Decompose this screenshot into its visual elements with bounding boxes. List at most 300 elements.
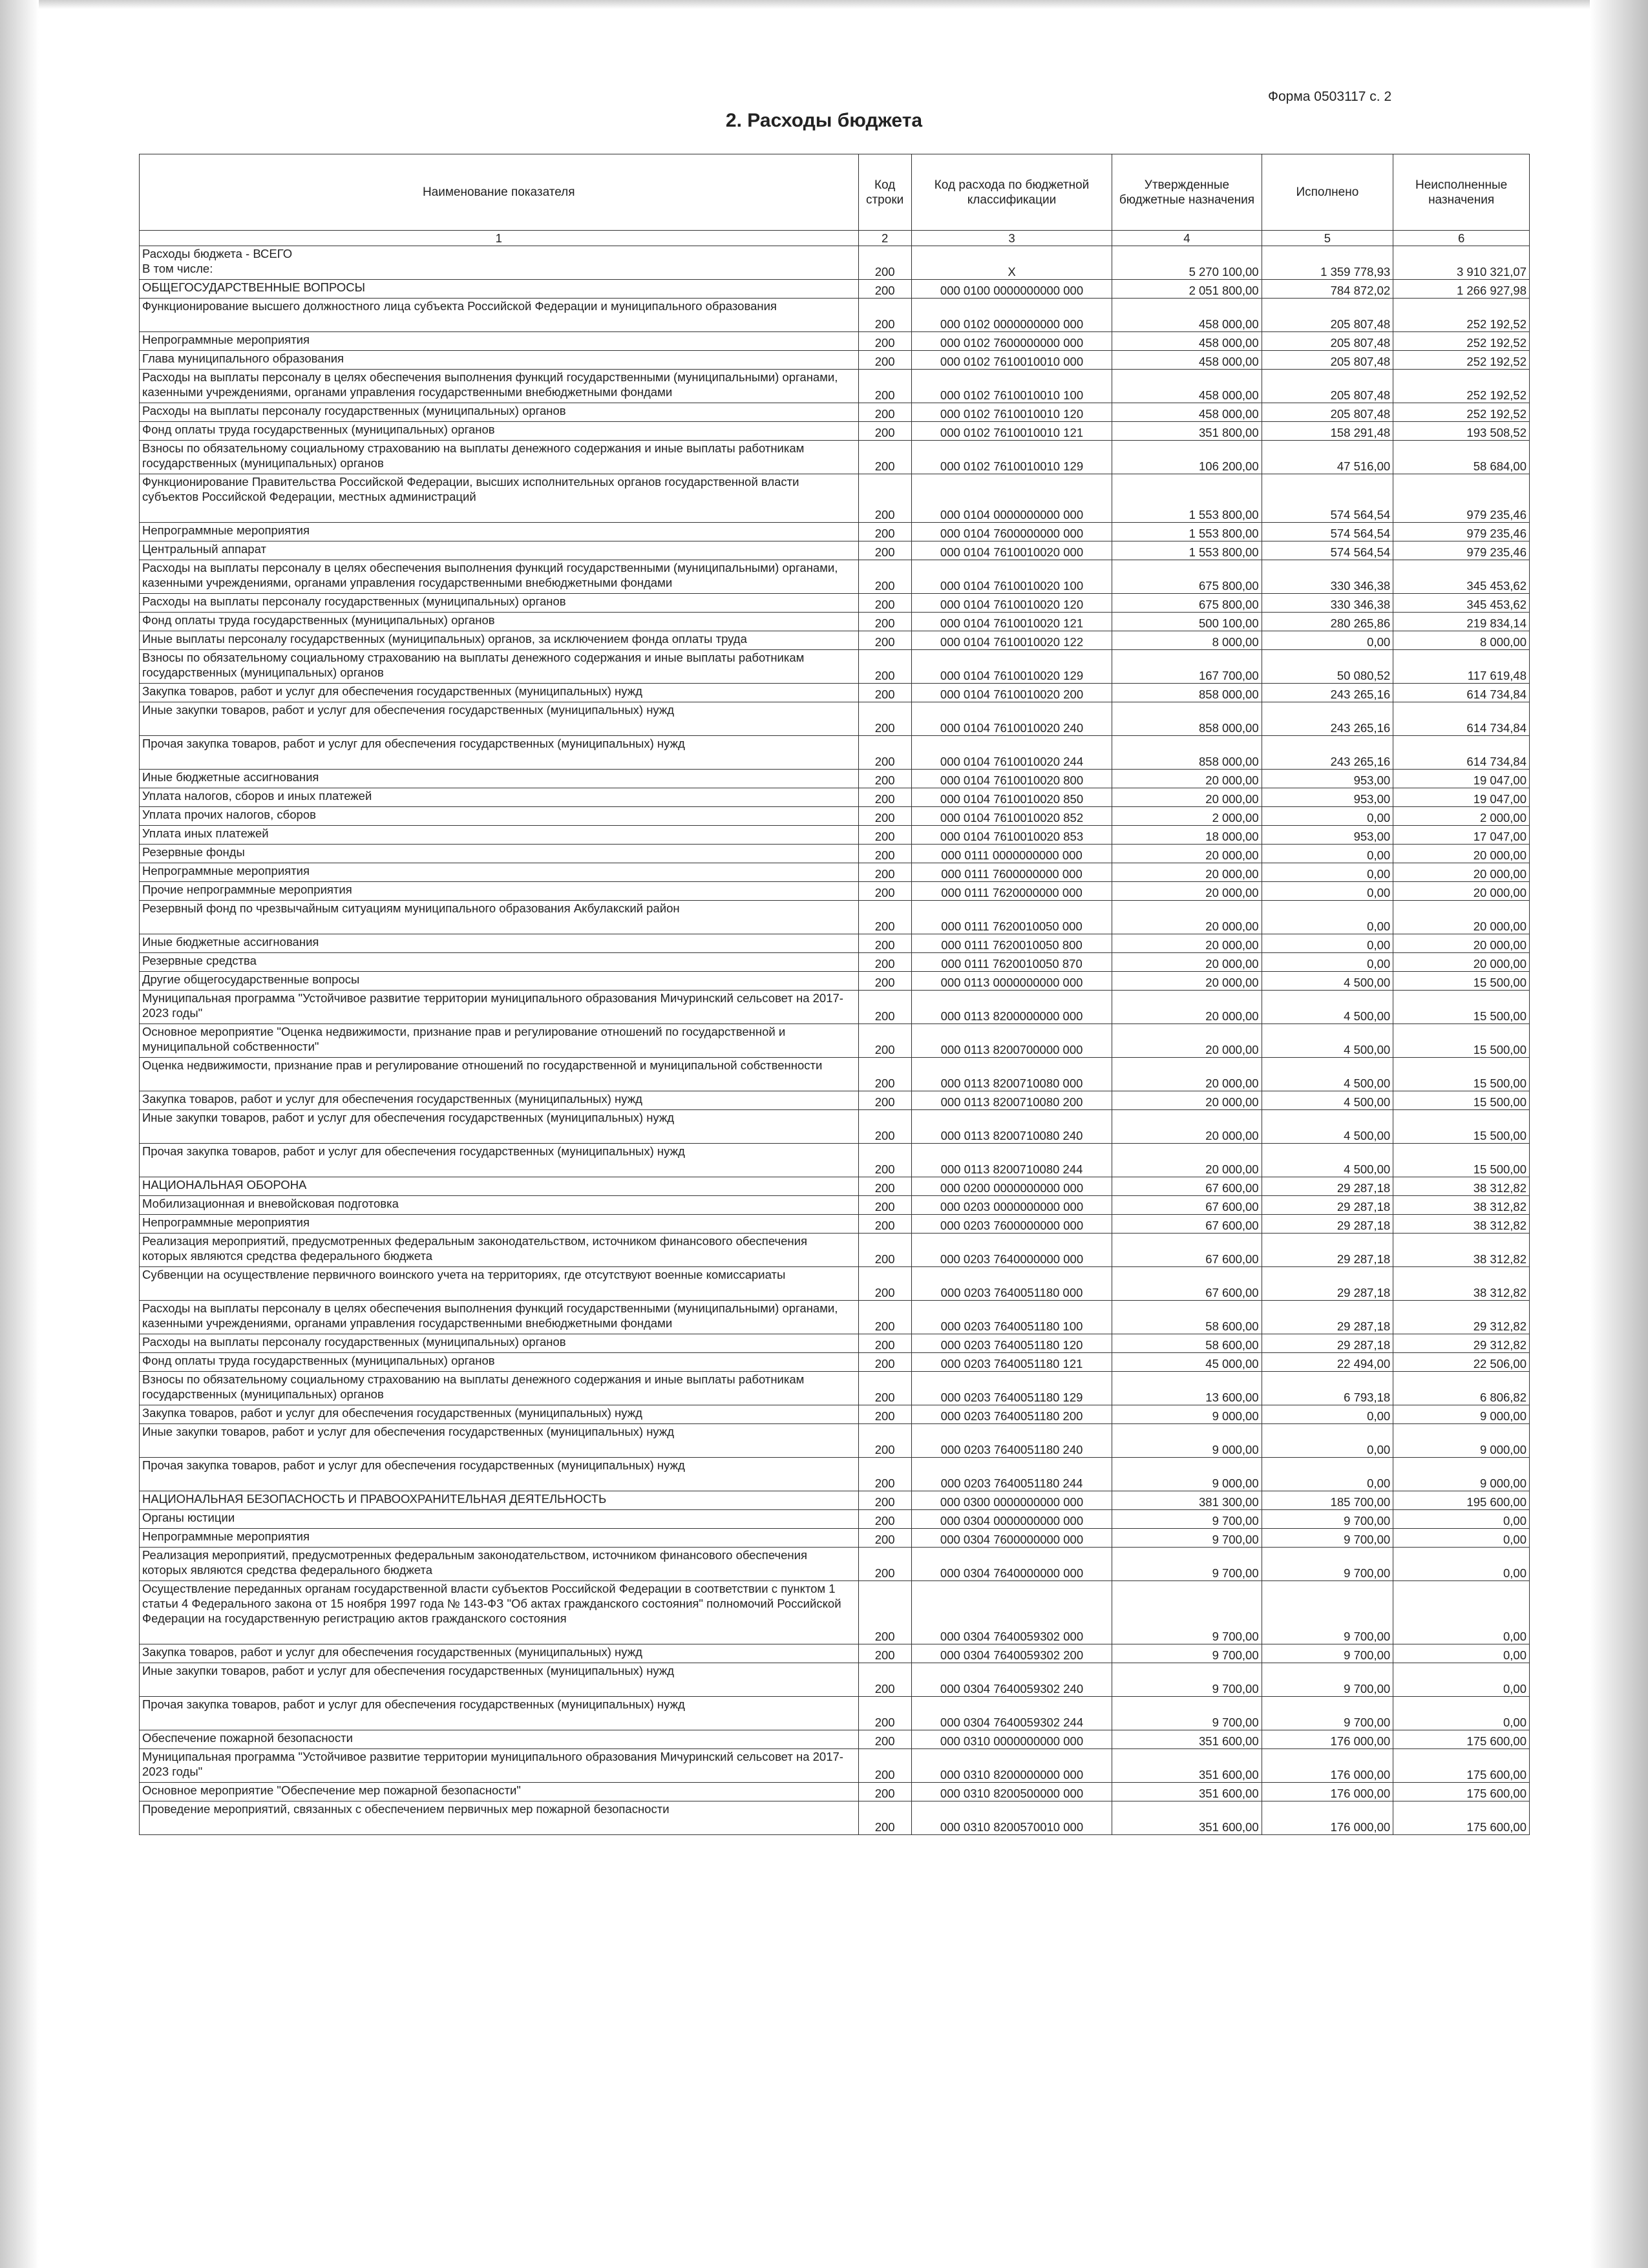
row-unexecuted: 175 600,00 <box>1393 1749 1530 1783</box>
table-row <box>140 934 1530 953</box>
row-name: Основное мероприятие "Обеспечение мер пожарной безопасности" <box>140 1783 859 1801</box>
row-approved: 67 600,00 <box>1112 1196 1262 1215</box>
row-unexecuted: 614 734,84 <box>1393 684 1530 702</box>
row-unexecuted: 345 453,62 <box>1393 594 1530 613</box>
row-approved: 58 600,00 <box>1112 1334 1262 1353</box>
table-row <box>140 684 1530 702</box>
row-unexecuted: 252 192,52 <box>1393 403 1530 422</box>
row-unexecuted: 38 312,82 <box>1393 1177 1530 1196</box>
row-approved: 20 000,00 <box>1112 972 1262 991</box>
row-name: Иные закупки товаров, работ и услуг для обеспечения государственных (муниципальных) нужд <box>140 1424 859 1458</box>
row-approved: 9 700,00 <box>1112 1697 1262 1730</box>
column-number: 2 <box>858 231 911 246</box>
row-executed: 4 500,00 <box>1262 1110 1393 1144</box>
row-executed: 9 700,00 <box>1262 1548 1393 1581</box>
row-name: Расходы на выплаты персоналу в целях обеспечения выполнения функций государственными (муниципальными) органами, казенными учреждениями, органами управления государственными внебюджетными фондами <box>140 1301 859 1334</box>
row-name: Субвенции на осуществление первичного воинского учета на территориях, где отсутствуют военные комиссариаты <box>140 1267 859 1301</box>
row-name: Расходы на выплаты персоналу государственных (муниципальных) органов <box>140 1334 859 1353</box>
row-executed: 29 287,18 <box>1262 1215 1393 1234</box>
row-approved: 458 000,00 <box>1112 332 1262 351</box>
row-unexecuted: 58 684,00 <box>1393 441 1530 474</box>
row-name: Функционирование высшего должностного лица субъекта Российской Федерации и муниципального образования <box>140 299 859 332</box>
scan-edge <box>0 0 1648 9</box>
row-executed: 4 500,00 <box>1262 991 1393 1024</box>
row-classification-code: 000 0203 7640051180 244 <box>911 1458 1112 1491</box>
row-line-code: 200 <box>858 1301 911 1334</box>
row-approved: 9 000,00 <box>1112 1424 1262 1458</box>
row-line-code: 200 <box>858 613 911 631</box>
row-line-code: 200 <box>858 351 911 370</box>
row-line-code: 200 <box>858 1144 911 1177</box>
table-row <box>140 1301 1530 1334</box>
column-number: 3 <box>911 231 1112 246</box>
row-approved: 67 600,00 <box>1112 1267 1262 1301</box>
row-classification-code: 000 0113 8200710080 244 <box>911 1144 1112 1177</box>
row-executed: 280 265,86 <box>1262 613 1393 631</box>
row-line-code: 200 <box>858 631 911 650</box>
row-executed: 185 700,00 <box>1262 1491 1393 1510</box>
table-row <box>140 1091 1530 1110</box>
row-line-code: 200 <box>858 541 911 560</box>
row-name: Резервные фонды <box>140 845 859 863</box>
row-executed: 0,00 <box>1262 845 1393 863</box>
row-line-code: 200 <box>858 788 911 807</box>
row-name: Иные закупки товаров, работ и услуг для обеспечения государственных (муниципальных) нужд <box>140 702 859 736</box>
row-executed: 29 287,18 <box>1262 1234 1393 1267</box>
row-executed: 0,00 <box>1262 901 1393 934</box>
row-executed: 176 000,00 <box>1262 1749 1393 1783</box>
row-executed: 9 700,00 <box>1262 1644 1393 1663</box>
row-name: Расходы на выплаты персоналу в целях обеспечения выполнения функций государственными (муниципальными) органами, казенными учреждениями, органами управления государственными внебюджетными фондами <box>140 370 859 403</box>
row-line-code: 200 <box>858 736 911 770</box>
row-classification-code: 000 0104 7610010020 100 <box>911 560 1112 594</box>
row-unexecuted: 15 500,00 <box>1393 1110 1530 1144</box>
row-classification-code: 000 0203 7640051180 000 <box>911 1267 1112 1301</box>
row-approved: 167 700,00 <box>1112 650 1262 684</box>
row-classification-code: 000 0203 7640051180 100 <box>911 1301 1112 1334</box>
row-classification-code: 000 0102 7610010010 100 <box>911 370 1112 403</box>
row-name: ОБЩЕГОСУДАРСТВЕННЫЕ ВОПРОСЫ <box>140 280 859 299</box>
row-classification-code: 000 0111 7620000000 000 <box>911 882 1112 901</box>
table-row <box>140 991 1530 1024</box>
row-name: Прочая закупка товаров, работ и услуг для обеспечения государственных (муниципальных) нужд <box>140 1458 859 1491</box>
row-approved: 18 000,00 <box>1112 826 1262 845</box>
table-row <box>140 1196 1530 1215</box>
row-classification-code: X <box>911 246 1112 280</box>
row-executed: 29 287,18 <box>1262 1301 1393 1334</box>
row-executed: 1 359 778,93 <box>1262 246 1393 280</box>
row-unexecuted: 614 734,84 <box>1393 736 1530 770</box>
row-name: Расходы бюджета - ВСЕГО В том числе: <box>140 246 859 280</box>
row-approved: 67 600,00 <box>1112 1177 1262 1196</box>
row-approved: 1 553 800,00 <box>1112 523 1262 541</box>
row-name: Непрограммные мероприятия <box>140 1215 859 1234</box>
row-name: Взносы по обязательному социальному страхованию на выплаты денежного содержания и иные выплаты работникам государственных (муниципальных) органов <box>140 441 859 474</box>
row-unexecuted: 0,00 <box>1393 1581 1530 1644</box>
row-classification-code: 000 0203 7640000000 000 <box>911 1234 1112 1267</box>
row-line-code: 200 <box>858 1177 911 1196</box>
row-unexecuted: 38 312,82 <box>1393 1234 1530 1267</box>
row-executed: 953,00 <box>1262 826 1393 845</box>
row-unexecuted: 979 235,46 <box>1393 523 1530 541</box>
row-executed: 0,00 <box>1262 807 1393 826</box>
row-line-code: 200 <box>858 807 911 826</box>
row-approved: 20 000,00 <box>1112 845 1262 863</box>
column-header: Код расхода по бюджетной классификации <box>911 154 1112 231</box>
row-line-code: 200 <box>858 1424 911 1458</box>
row-approved: 458 000,00 <box>1112 351 1262 370</box>
table-row <box>140 1405 1530 1424</box>
row-unexecuted: 38 312,82 <box>1393 1267 1530 1301</box>
column-header: Исполнено <box>1262 154 1393 231</box>
row-approved: 2 051 800,00 <box>1112 280 1262 299</box>
table-row <box>140 1372 1530 1405</box>
row-executed: 4 500,00 <box>1262 1024 1393 1058</box>
row-executed: 0,00 <box>1262 863 1393 882</box>
row-classification-code: 000 0203 7640051180 120 <box>911 1334 1112 1353</box>
row-executed: 4 500,00 <box>1262 972 1393 991</box>
row-classification-code: 000 0310 0000000000 000 <box>911 1730 1112 1749</box>
row-line-code: 200 <box>858 1801 911 1835</box>
row-approved: 1 553 800,00 <box>1112 474 1262 523</box>
table-row <box>140 422 1530 441</box>
row-line-code: 200 <box>858 594 911 613</box>
table-row <box>140 1058 1530 1091</box>
table-row <box>140 863 1530 882</box>
row-unexecuted: 17 047,00 <box>1393 826 1530 845</box>
row-executed: 0,00 <box>1262 934 1393 953</box>
row-line-code: 200 <box>858 1196 911 1215</box>
row-line-code: 200 <box>858 770 911 788</box>
row-line-code: 200 <box>858 441 911 474</box>
row-classification-code: 000 0304 7600000000 000 <box>911 1529 1112 1548</box>
table-row <box>140 972 1530 991</box>
row-approved: 67 600,00 <box>1112 1215 1262 1234</box>
row-classification-code: 000 0304 0000000000 000 <box>911 1510 1112 1529</box>
table-row <box>140 1424 1530 1458</box>
row-unexecuted: 19 047,00 <box>1393 788 1530 807</box>
row-name: Иные бюджетные ассигнования <box>140 770 859 788</box>
row-name: Закупка товаров, работ и услуг для обеспечения государственных (муниципальных) нужд <box>140 1091 859 1110</box>
row-line-code: 200 <box>858 684 911 702</box>
table-row <box>140 953 1530 972</box>
row-name: Фонд оплаты труда государственных (муниципальных) органов <box>140 422 859 441</box>
row-line-code: 200 <box>858 650 911 684</box>
row-classification-code: 000 0203 7640051180 200 <box>911 1405 1112 1424</box>
row-approved: 500 100,00 <box>1112 613 1262 631</box>
row-line-code: 200 <box>858 953 911 972</box>
row-classification-code: 000 0304 7640059302 200 <box>911 1644 1112 1663</box>
row-unexecuted: 614 734,84 <box>1393 702 1530 736</box>
column-header: Наименование показателя <box>140 154 859 231</box>
row-line-code: 200 <box>858 370 911 403</box>
row-unexecuted: 0,00 <box>1393 1644 1530 1663</box>
table-row <box>140 1024 1530 1058</box>
row-approved: 20 000,00 <box>1112 770 1262 788</box>
row-approved: 9 700,00 <box>1112 1581 1262 1644</box>
row-line-code: 200 <box>858 1697 911 1730</box>
row-line-code: 200 <box>858 422 911 441</box>
row-line-code: 200 <box>858 972 911 991</box>
row-approved: 858 000,00 <box>1112 736 1262 770</box>
row-approved: 20 000,00 <box>1112 1110 1262 1144</box>
row-classification-code: 000 0304 7640059302 000 <box>911 1581 1112 1644</box>
row-name: Реализация мероприятий, предусмотренных федеральным законодательством, источником финансового обеспечения которых являются средства федерального бюджета <box>140 1234 859 1267</box>
row-name: Расходы на выплаты персоналу в целях обеспечения выполнения функций государственными (муниципальными) органами, казенными учреждениями, органами управления государственными внебюджетными фондами <box>140 560 859 594</box>
row-line-code: 200 <box>858 1783 911 1801</box>
row-unexecuted: 19 047,00 <box>1393 770 1530 788</box>
row-executed: 574 564,54 <box>1262 523 1393 541</box>
row-name: Непрограммные мероприятия <box>140 523 859 541</box>
row-name: Взносы по обязательному социальному страхованию на выплаты денежного содержания и иные выплаты работникам государственных (муниципальных) органов <box>140 650 859 684</box>
table-row <box>140 1510 1530 1529</box>
row-executed: 4 500,00 <box>1262 1091 1393 1110</box>
form-code: Форма 0503117 с. 2 <box>1268 89 1392 104</box>
row-approved: 20 000,00 <box>1112 863 1262 882</box>
row-line-code: 200 <box>858 403 911 422</box>
row-executed: 176 000,00 <box>1262 1783 1393 1801</box>
table-row <box>140 594 1530 613</box>
row-name: Резервный фонд по чрезвычайным ситуациям муниципального образования Акбулакский район <box>140 901 859 934</box>
table-row <box>140 299 1530 332</box>
row-unexecuted: 0,00 <box>1393 1663 1530 1697</box>
column-number: 4 <box>1112 231 1262 246</box>
table-row <box>140 1548 1530 1581</box>
row-unexecuted: 29 312,82 <box>1393 1334 1530 1353</box>
row-classification-code: 000 0304 7640000000 000 <box>911 1548 1112 1581</box>
row-unexecuted: 22 506,00 <box>1393 1353 1530 1372</box>
row-classification-code: 000 0300 0000000000 000 <box>911 1491 1112 1510</box>
row-line-code: 200 <box>858 1730 911 1749</box>
row-executed: 4 500,00 <box>1262 1144 1393 1177</box>
row-executed: 29 287,18 <box>1262 1177 1393 1196</box>
row-approved: 858 000,00 <box>1112 702 1262 736</box>
table-row <box>140 882 1530 901</box>
column-header: Неисполненные назначения <box>1393 154 1530 231</box>
row-approved: 20 000,00 <box>1112 1058 1262 1091</box>
row-unexecuted: 252 192,52 <box>1393 370 1530 403</box>
row-executed: 29 287,18 <box>1262 1334 1393 1353</box>
row-name: Фонд оплаты труда государственных (муниципальных) органов <box>140 1353 859 1372</box>
row-name: Уплата налогов, сборов и иных платежей <box>140 788 859 807</box>
table-row <box>140 560 1530 594</box>
row-name: Проведение мероприятий, связанных с обеспечением первичных мер пожарной безопасности <box>140 1801 859 1835</box>
row-classification-code: 000 0200 0000000000 000 <box>911 1177 1112 1196</box>
table-row <box>140 541 1530 560</box>
row-name: Органы юстиции <box>140 1510 859 1529</box>
row-unexecuted: 20 000,00 <box>1393 863 1530 882</box>
row-classification-code: 000 0111 7620010050 000 <box>911 901 1112 934</box>
row-name: НАЦИОНАЛЬНАЯ БЕЗОПАСНОСТЬ И ПРАВООХРАНИТЕЛЬНАЯ ДЕЯТЕЛЬНОСТЬ <box>140 1491 859 1510</box>
table-row <box>140 1267 1530 1301</box>
row-classification-code: 000 0111 0000000000 000 <box>911 845 1112 863</box>
table-row <box>140 788 1530 807</box>
table-row <box>140 631 1530 650</box>
row-unexecuted: 15 500,00 <box>1393 1144 1530 1177</box>
row-approved: 20 000,00 <box>1112 901 1262 934</box>
row-approved: 675 800,00 <box>1112 560 1262 594</box>
table-row <box>140 1353 1530 1372</box>
table-row <box>140 1697 1530 1730</box>
row-unexecuted: 15 500,00 <box>1393 1024 1530 1058</box>
row-executed: 0,00 <box>1262 882 1393 901</box>
row-classification-code: 000 0104 7610010020 850 <box>911 788 1112 807</box>
row-classification-code: 000 0100 0000000000 000 <box>911 280 1112 299</box>
row-line-code: 200 <box>858 826 911 845</box>
row-approved: 9 700,00 <box>1112 1644 1262 1663</box>
row-classification-code: 000 0104 0000000000 000 <box>911 474 1112 523</box>
row-unexecuted: 3 910 321,07 <box>1393 246 1530 280</box>
column-number: 6 <box>1393 231 1530 246</box>
row-name: Расходы на выплаты персоналу государственных (муниципальных) органов <box>140 403 859 422</box>
row-unexecuted: 29 312,82 <box>1393 1301 1530 1334</box>
table-row <box>140 1783 1530 1801</box>
row-unexecuted: 252 192,52 <box>1393 299 1530 332</box>
row-classification-code: 000 0113 8200710080 240 <box>911 1110 1112 1144</box>
row-executed: 9 700,00 <box>1262 1581 1393 1644</box>
table-row <box>140 845 1530 863</box>
row-name: Функционирование Правительства Российской Федерации, высших исполнительных органов государственной власти субъектов Российской Федерации, местных администраций <box>140 474 859 523</box>
table-row <box>140 807 1530 826</box>
row-classification-code: 000 0104 7610010020 852 <box>911 807 1112 826</box>
row-name: Муниципальная программа "Устойчивое развитие территории муниципального образования Мичуринский сельсовет на 2017-2023 годы" <box>140 1749 859 1783</box>
row-executed: 50 080,52 <box>1262 650 1393 684</box>
row-classification-code: 000 0102 7610010010 120 <box>911 403 1112 422</box>
row-name: Осуществление переданных органам государственной власти субъектов Российской Федерации в соответствии с пунктом 1 статьи 4 Федерального закона от 15 ноября 1997 года № 143-ФЗ "Об актах гражданского состояния" полномочий Российской Федерации на государственную регистрацию актов гражданского состояния <box>140 1581 859 1644</box>
row-name: НАЦИОНАЛЬНАЯ ОБОРОНА <box>140 1177 859 1196</box>
row-unexecuted: 9 000,00 <box>1393 1424 1530 1458</box>
table-row <box>140 770 1530 788</box>
row-line-code: 200 <box>858 1529 911 1548</box>
row-line-code: 200 <box>858 1024 911 1058</box>
row-unexecuted: 0,00 <box>1393 1510 1530 1529</box>
table-row <box>140 613 1530 631</box>
row-line-code: 200 <box>858 1058 911 1091</box>
row-classification-code: 000 0104 7610010020 800 <box>911 770 1112 788</box>
table-row <box>140 1234 1530 1267</box>
row-line-code: 200 <box>858 1353 911 1372</box>
row-line-code: 200 <box>858 1548 911 1581</box>
row-classification-code: 000 0102 7610010010 129 <box>911 441 1112 474</box>
table-row <box>140 1110 1530 1144</box>
row-name: Оценка недвижимости, признание прав и регулирование отношений по государственной и муниципальной собственности <box>140 1058 859 1091</box>
row-line-code: 200 <box>858 1491 911 1510</box>
row-approved: 67 600,00 <box>1112 1234 1262 1267</box>
table-row <box>140 280 1530 299</box>
row-classification-code: 000 0304 7640059302 244 <box>911 1697 1112 1730</box>
row-name: Фонд оплаты труда государственных (муниципальных) органов <box>140 613 859 631</box>
row-unexecuted: 20 000,00 <box>1393 901 1530 934</box>
row-approved: 351 600,00 <box>1112 1749 1262 1783</box>
row-classification-code: 000 0102 0000000000 000 <box>911 299 1112 332</box>
row-executed: 205 807,48 <box>1262 403 1393 422</box>
row-approved: 9 700,00 <box>1112 1548 1262 1581</box>
table-row <box>140 1177 1530 1196</box>
row-executed: 9 700,00 <box>1262 1529 1393 1548</box>
row-unexecuted: 15 500,00 <box>1393 972 1530 991</box>
row-approved: 13 600,00 <box>1112 1372 1262 1405</box>
row-classification-code: 000 0104 7610010020 000 <box>911 541 1112 560</box>
row-name: Взносы по обязательному социальному страхованию на выплаты денежного содержания и иные выплаты работникам государственных (муниципальных) органов <box>140 1372 859 1405</box>
row-unexecuted: 20 000,00 <box>1393 845 1530 863</box>
row-classification-code: 000 0102 7610010010 121 <box>911 422 1112 441</box>
row-classification-code: 000 0104 7610010020 121 <box>911 613 1112 631</box>
table-row <box>140 370 1530 403</box>
row-line-code: 200 <box>858 1581 911 1644</box>
row-name: Прочая закупка товаров, работ и услуг для обеспечения государственных (муниципальных) нужд <box>140 1697 859 1730</box>
row-classification-code: 000 0104 7600000000 000 <box>911 523 1112 541</box>
row-name: Иные закупки товаров, работ и услуг для обеспечения государственных (муниципальных) нужд <box>140 1663 859 1697</box>
row-classification-code: 000 0104 7610010020 244 <box>911 736 1112 770</box>
row-classification-code: 000 0111 7600000000 000 <box>911 863 1112 882</box>
row-classification-code: 000 0104 7610010020 200 <box>911 684 1112 702</box>
row-approved: 20 000,00 <box>1112 1024 1262 1058</box>
row-classification-code: 000 0113 8200700000 000 <box>911 1024 1112 1058</box>
row-approved: 2 000,00 <box>1112 807 1262 826</box>
row-unexecuted: 195 600,00 <box>1393 1491 1530 1510</box>
row-executed: 9 700,00 <box>1262 1697 1393 1730</box>
column-number: 1 <box>140 231 859 246</box>
row-classification-code: 000 0203 0000000000 000 <box>911 1196 1112 1215</box>
row-name: Прочая закупка товаров, работ и услуг для обеспечения государственных (муниципальных) нужд <box>140 1144 859 1177</box>
row-classification-code: 000 0113 8200710080 200 <box>911 1091 1112 1110</box>
row-approved: 858 000,00 <box>1112 684 1262 702</box>
row-line-code: 200 <box>858 991 911 1024</box>
row-line-code: 200 <box>858 1215 911 1234</box>
row-executed: 205 807,48 <box>1262 370 1393 403</box>
row-unexecuted: 175 600,00 <box>1393 1783 1530 1801</box>
row-approved: 675 800,00 <box>1112 594 1262 613</box>
row-approved: 351 600,00 <box>1112 1730 1262 1749</box>
row-approved: 58 600,00 <box>1112 1301 1262 1334</box>
row-approved: 458 000,00 <box>1112 299 1262 332</box>
row-classification-code: 000 0111 7620010050 800 <box>911 934 1112 953</box>
row-approved: 5 270 100,00 <box>1112 246 1262 280</box>
row-approved: 45 000,00 <box>1112 1353 1262 1372</box>
row-executed: 158 291,48 <box>1262 422 1393 441</box>
table-row <box>140 1801 1530 1835</box>
row-unexecuted: 15 500,00 <box>1393 991 1530 1024</box>
table-row <box>140 246 1530 280</box>
row-executed: 243 265,16 <box>1262 702 1393 736</box>
row-line-code: 200 <box>858 882 911 901</box>
row-name: Прочие непрограммные мероприятия <box>140 882 859 901</box>
row-unexecuted: 193 508,52 <box>1393 422 1530 441</box>
row-executed: 243 265,16 <box>1262 736 1393 770</box>
table-row <box>140 702 1530 736</box>
row-approved: 9 700,00 <box>1112 1529 1262 1548</box>
expenditure-table <box>139 154 1530 1835</box>
row-line-code: 200 <box>858 934 911 953</box>
table-row <box>140 1215 1530 1234</box>
table-row <box>140 650 1530 684</box>
row-unexecuted: 979 235,46 <box>1393 541 1530 560</box>
row-approved: 20 000,00 <box>1112 788 1262 807</box>
row-line-code: 200 <box>858 702 911 736</box>
row-name: Прочая закупка товаров, работ и услуг для обеспечения государственных (муниципальных) нужд <box>140 736 859 770</box>
row-line-code: 200 <box>858 863 911 882</box>
row-unexecuted: 8 000,00 <box>1393 631 1530 650</box>
page-title: 2. Расходы бюджета <box>725 110 923 131</box>
row-executed: 47 516,00 <box>1262 441 1393 474</box>
row-classification-code: 000 0104 7610010020 129 <box>911 650 1112 684</box>
table-row <box>140 826 1530 845</box>
row-unexecuted: 9 000,00 <box>1393 1405 1530 1424</box>
row-name: Обеспечение пожарной безопасности <box>140 1730 859 1749</box>
row-name: Непрограммные мероприятия <box>140 863 859 882</box>
row-line-code: 200 <box>858 1091 911 1110</box>
row-executed: 574 564,54 <box>1262 474 1393 523</box>
